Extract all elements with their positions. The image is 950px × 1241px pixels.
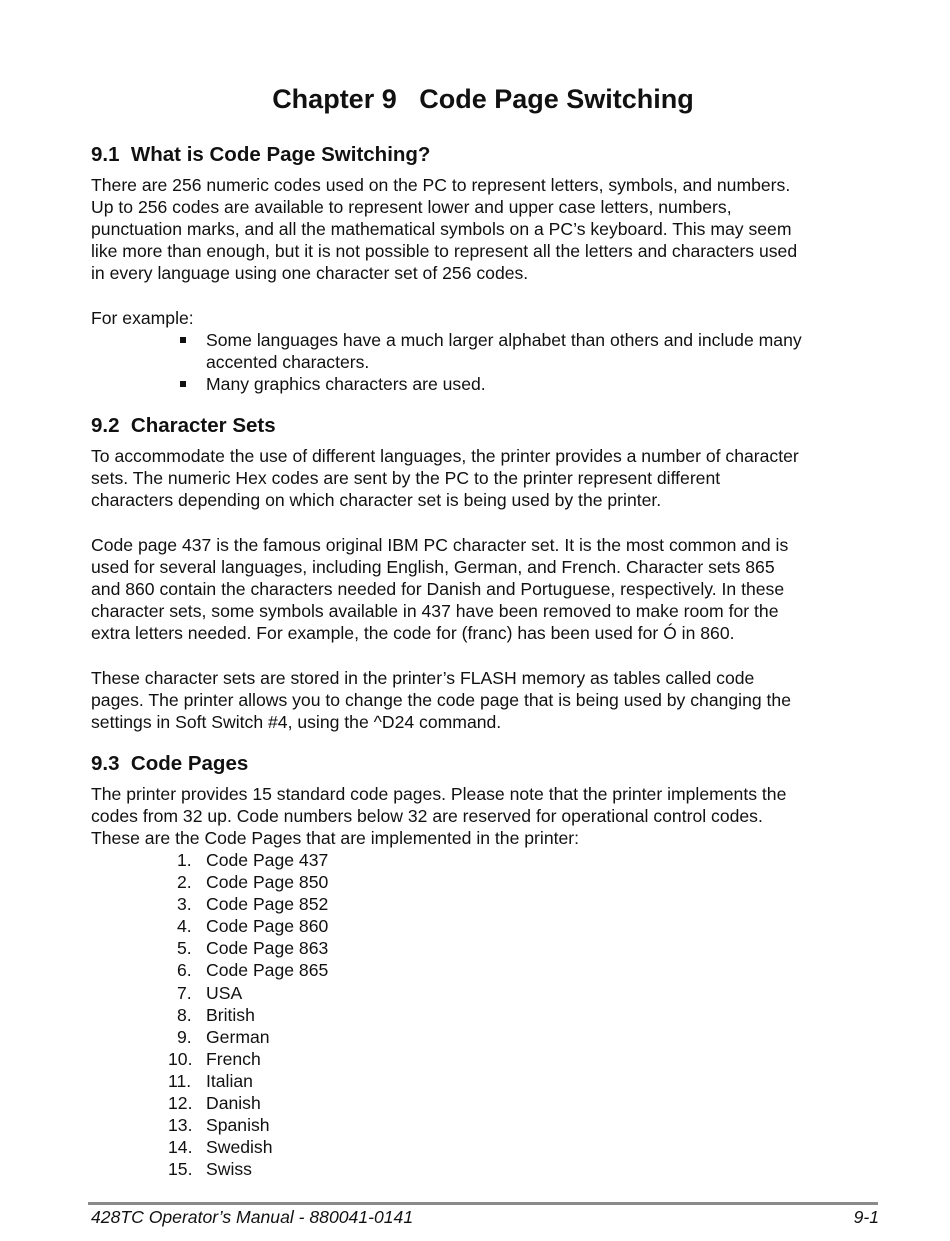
text-line: punctuation marks, and all the mathematical symbols on a PC’s keyboard. This may seem bbox=[91, 219, 792, 240]
example-intro: For example: bbox=[91, 308, 194, 328]
code-page-item: 15. Swiss bbox=[168, 1159, 252, 1180]
section-9-2-paragraph-3 bbox=[91, 667, 891, 733]
text-line: Up to 256 codes are available to represent lower and upper case letters, numbers, bbox=[91, 197, 732, 218]
text-line: These are the Code Pages that are implemented in the printer: bbox=[91, 828, 580, 849]
text-line: settings in Soft Switch #4, using the ^D24 command. bbox=[91, 712, 502, 733]
code-page-item: 13. Spanish bbox=[168, 1115, 270, 1136]
code-page-item: 10. French bbox=[168, 1048, 261, 1069]
text-line: character sets, some symbols available in 437 have been removed to make room for the bbox=[91, 601, 779, 622]
footer-divider bbox=[88, 1202, 878, 1205]
code-page-item: 1. Code Page 437 bbox=[177, 850, 329, 870]
section-9-2-paragraph-1 bbox=[91, 445, 891, 511]
text-line: characters depending on which character set is being used by the printer. bbox=[91, 490, 662, 511]
text-line: To accommodate the use of different languages, the printer provides a number of character bbox=[91, 446, 799, 466]
code-page-item: 12. Danish bbox=[168, 1093, 261, 1114]
footer-manual-title: 428TC Operator’s Manual - 880041-0141 bbox=[91, 1207, 414, 1227]
chapter-number: Chapter 9 bbox=[272, 84, 397, 114]
code-page-item: 3. Code Page 852 bbox=[177, 894, 329, 915]
section-9-3-paragraph bbox=[91, 783, 891, 849]
code-page-item: 5. Code Page 863 bbox=[177, 938, 329, 959]
text-line: These character sets are stored in the printer’s FLASH memory as tables called code bbox=[91, 668, 755, 688]
bullet-item: Many graphics characters are used. bbox=[91, 373, 802, 395]
text-line: extra letters needed. For example, the code for (franc) has been used for Ó in 860. bbox=[91, 623, 735, 644]
code-page-item: 11. Italian bbox=[168, 1070, 253, 1091]
code-page-item: 7. USA bbox=[177, 982, 243, 1003]
text-line: sets. The numeric Hex codes are sent by the PC to the printer represent different bbox=[91, 468, 721, 489]
section-heading-9-1: 9.1 What is Code Page Switching? bbox=[91, 143, 431, 166]
code-page-item: 2. Code Page 850 bbox=[177, 872, 329, 893]
bullet-item: Some languages have a much larger alphabet than others and include many accented characters. bbox=[91, 329, 802, 373]
code-page-item: 14. Swedish bbox=[168, 1137, 273, 1158]
code-page-item: 8. British bbox=[177, 1004, 255, 1025]
text-line: The printer provides 15 standard code pages. Please note that the printer implements the bbox=[91, 784, 787, 804]
square-bullet-icon bbox=[180, 381, 186, 387]
text-line: codes from 32 up. Code numbers below 32 are reserved for operational control codes. bbox=[91, 806, 763, 827]
chapter-name: Code Page Switching bbox=[419, 84, 694, 114]
chapter-title bbox=[0, 84, 950, 115]
text-line: There are 256 numeric codes used on the PC to represent letters, symbols, and numbers. bbox=[91, 175, 791, 195]
text-line: pages. The printer allows you to change the code page that is being used by changing the bbox=[91, 690, 792, 711]
section-9-1-paragraph bbox=[91, 174, 891, 284]
text-line: like more than enough, but it is not possible to represent all the letters and characters used bbox=[91, 241, 798, 262]
example-bullet-list bbox=[91, 329, 802, 395]
text-line: and 860 contain the characters needed for Danish and Portuguese, respectively. In these bbox=[91, 579, 785, 600]
code-page-item: 9. German bbox=[177, 1026, 270, 1047]
section-heading-9-2: 9.2 Character Sets bbox=[91, 414, 276, 437]
footer-page-number: 9-1 bbox=[853, 1207, 879, 1227]
text-line: used for several languages, including English, German, and French. Character sets 865 bbox=[91, 557, 775, 578]
code-page-item: 6. Code Page 865 bbox=[177, 960, 329, 981]
square-bullet-icon bbox=[180, 337, 186, 343]
text-line: in every language using one character set of 256 codes. bbox=[91, 263, 529, 284]
text-line: Code page 437 is the famous original IBM PC character set. It is the most common and is bbox=[91, 535, 789, 555]
code-page-item: 4. Code Page 860 bbox=[177, 916, 329, 937]
code-page-list bbox=[91, 849, 328, 1180]
section-9-2-paragraph-2 bbox=[91, 534, 891, 644]
section-heading-9-3: 9.3 Code Pages bbox=[91, 752, 249, 775]
